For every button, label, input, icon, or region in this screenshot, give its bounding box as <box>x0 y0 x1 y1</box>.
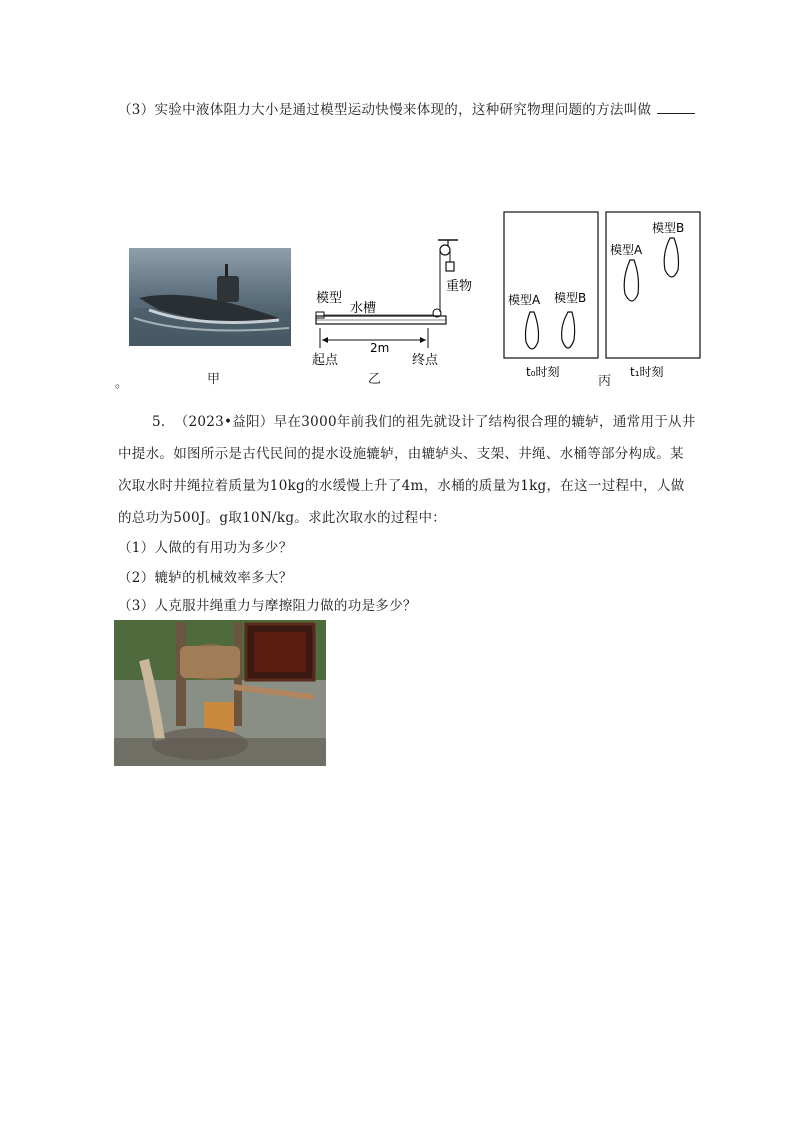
model-label: 模型 <box>316 291 343 306</box>
figure-bing-caption: 丙 <box>598 374 612 389</box>
figure-jia-caption: 甲 <box>207 372 221 387</box>
problem-5-line-1 <box>152 410 696 430</box>
figure-yi-caption: 乙 <box>368 372 382 387</box>
answer-blank[interactable] <box>657 101 695 114</box>
question-3: （3）人克服井绳重力与摩擦阻力做的功是多少？ <box>118 598 417 614</box>
end-label: 终点 <box>412 353 439 368</box>
windlass-photo <box>114 620 326 766</box>
problem-5-text-1: （2023•益阳）早在3000年前我们的祖先就设计了结构很合理的辘轳，通常用于从井 <box>174 414 696 430</box>
problem-number: 5. <box>152 414 166 430</box>
model-b-label-t0: 模型B <box>554 291 587 305</box>
problem-5-line-3: 次取水时井绳拉着质量为10kg的水缓慢上升了4m，水桶的质量为1kg，在这一过程中，人做 <box>118 478 685 494</box>
model-a-label-t1: 模型A <box>610 243 643 257</box>
question-1: （1）人做的有用功为多少？ <box>118 540 293 556</box>
figure-yi-diagram <box>300 232 480 372</box>
question-3-text <box>118 98 695 118</box>
t0-label: t₀时刻 <box>526 365 560 379</box>
figure-bing-diagram <box>502 210 702 382</box>
start-label: 起点 <box>312 353 339 368</box>
problem-5-line-4: 的总功为500J。g取10N/kg。求此次取水的过程中： <box>118 510 447 526</box>
problem-5-line-2: 中提水。如图所示是古代民间的提水设施辘轳，由辘轳头、支架、井绳、水桶等部分构成。某 <box>118 446 684 462</box>
submarine-photo <box>129 248 291 346</box>
tank-label: 水槽 <box>350 301 377 316</box>
distance-label: 2m <box>370 341 390 355</box>
t1-label: t₁时刻 <box>630 365 664 379</box>
period-mark: 。 <box>115 376 129 391</box>
question-2: （2）辘轳的机械效率多大？ <box>118 570 293 586</box>
model-a-label-t0: 模型A <box>508 293 541 307</box>
question-3-prompt: （3）实验中液体阻力大小是通过模型运动快慢来体现的，这种研究物理问题的方法叫做 <box>118 102 652 118</box>
weight-label: 重物 <box>446 279 473 294</box>
model-b-label-t1: 模型B <box>652 221 685 235</box>
